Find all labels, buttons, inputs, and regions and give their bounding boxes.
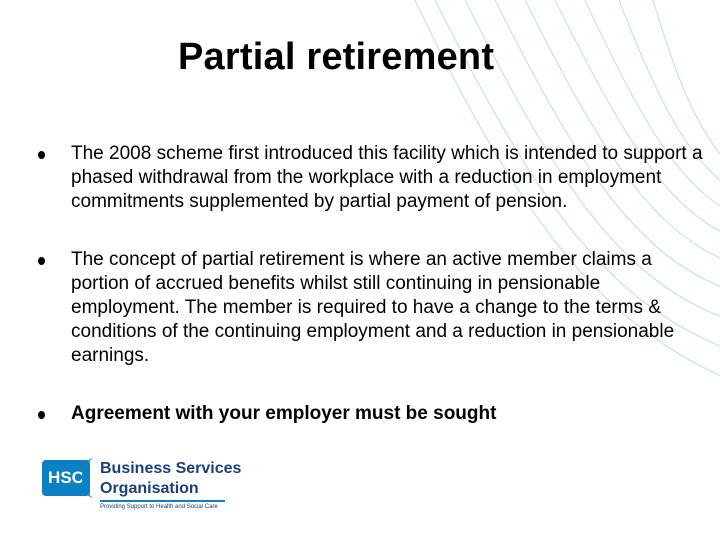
bullet-item <box>38 142 710 214</box>
logo-underline <box>100 500 225 502</box>
bullet-list <box>38 140 710 426</box>
logo-org-line1: Business Services <box>100 460 242 477</box>
logo-org-line2: Organisation <box>100 480 199 497</box>
bullet-dot-icon <box>38 257 45 265</box>
bullet-text: The concept of partial retirement is where an active member claims a portion of accrued benefits whilst still continuing in pensionable employment. The member is required to have a change to the terms & conditions of the continuing employment and a reduction in pensionable earnings. <box>71 249 675 366</box>
bullet-item <box>38 402 710 426</box>
bullet-text: Agreement with your employer must be sought <box>71 403 497 424</box>
hsc-badge: HSC <box>42 460 90 496</box>
slide-title: Partial retirement <box>178 36 495 78</box>
bullet-dot-icon <box>38 411 45 419</box>
bullet-text: The 2008 scheme first introduced this facility which is intended to support a phased withdrawal from the workplace with a reduction in employment commitments supplemented by partial payment of pension. <box>71 143 703 212</box>
logo-tagline: Providing Support to Health and Social Care <box>100 504 218 510</box>
bullet-dot-icon <box>38 151 45 159</box>
bullet-item <box>38 248 710 368</box>
hsc-bso-logo <box>42 458 242 516</box>
